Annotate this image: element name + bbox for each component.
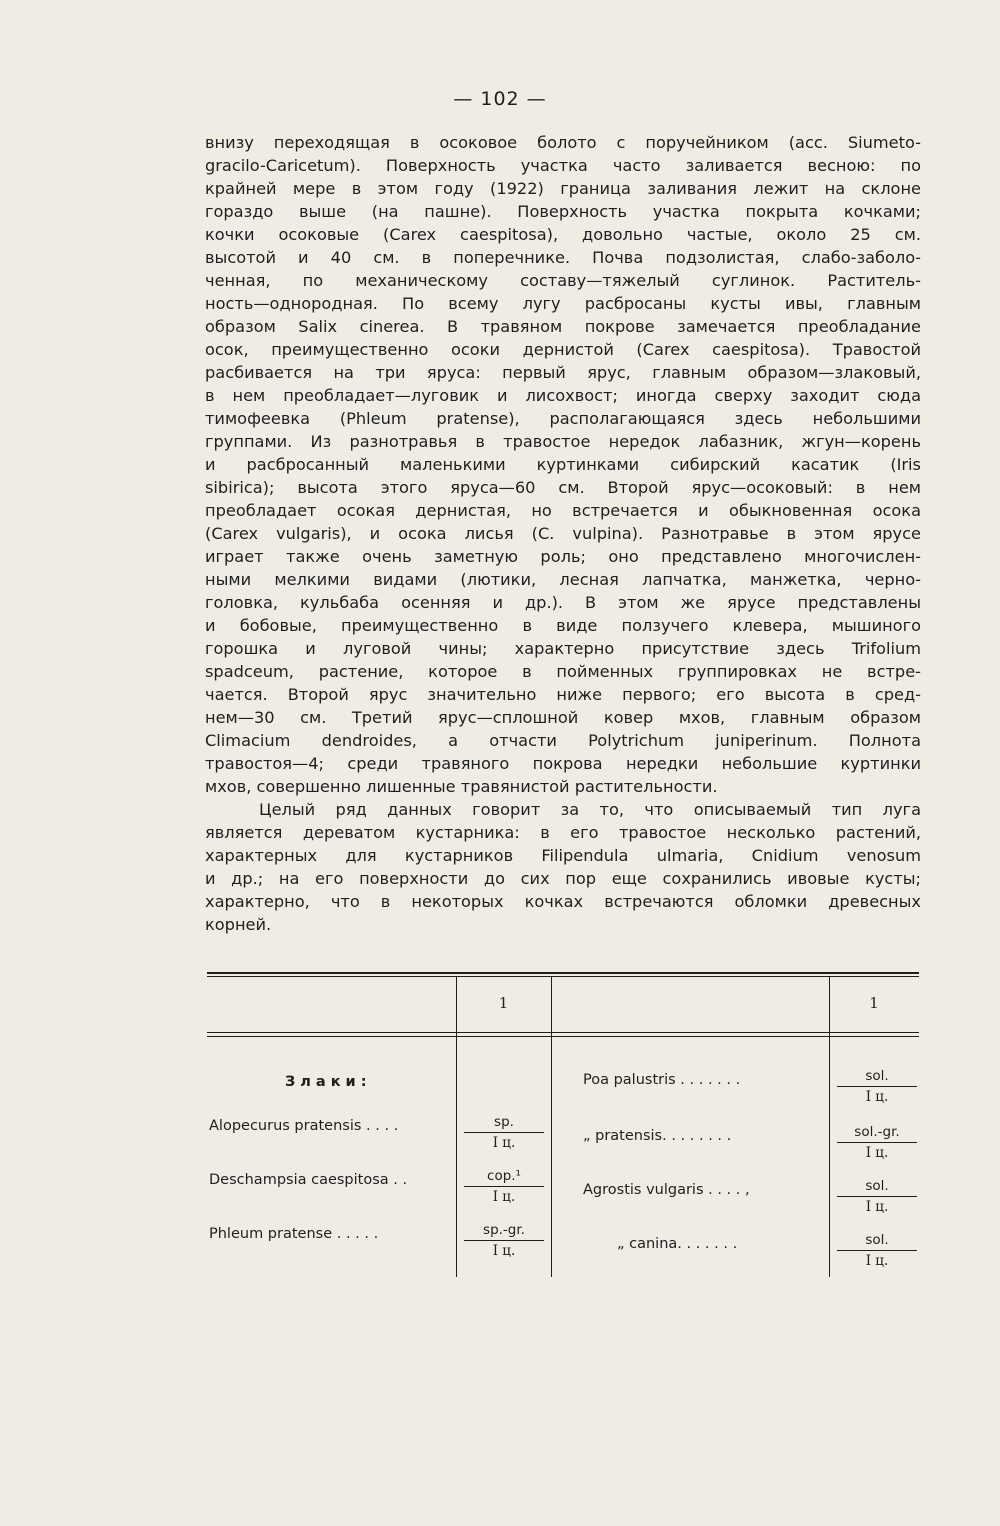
column-divider xyxy=(456,977,457,1277)
page-number: — 102 — xyxy=(453,88,547,110)
table-rule xyxy=(207,1032,919,1033)
area-value: I ц. xyxy=(492,1243,516,1259)
text-line: высотой и 40 см. в поперечнике. Почва подзолистая, слабо-заболо- xyxy=(205,248,921,267)
text-line: гораздо выше (на пашне). Поверхность участка покрыта кочками; xyxy=(205,202,921,221)
text-line: расбивается на три яруса: первый ярус, главным образом—злаковый, xyxy=(205,363,921,382)
area-value: I ц. xyxy=(492,1189,516,1205)
column-header: 1 xyxy=(498,994,509,1012)
text-line: (Carex vulgaris), и осока лисья (C. vulpina). Разнотравье в этом ярусе xyxy=(205,524,921,543)
text-line: преобладает осокая дернистая, но встречается и обыкновенная осока xyxy=(205,501,921,520)
abundance-cell xyxy=(464,1168,544,1205)
text-line: головка, кульбаба осенняя и др.). В этом же ярусе представлены xyxy=(205,593,921,612)
text-line: горошка и луговой чины; характерно присутствие здесь Trifolium xyxy=(205,639,921,658)
table-rule xyxy=(207,972,919,974)
species-name: Phleum pratense . . . . . xyxy=(209,1226,379,1242)
text-line: внизу переходящая в осоковое болото с поручейником (асс. Siumeto- xyxy=(205,133,921,152)
text-line: характерных для кустарников Filipendula ulmaria, Cnidium venosum xyxy=(205,846,921,865)
text-line: крайней мере в этом году (1922) граница заливания лежит на склоне xyxy=(205,179,921,198)
section-heading: Злаки: xyxy=(285,1074,372,1090)
column-header: 1 xyxy=(869,994,879,1012)
text-line: Climacium dendroides, а отчасти Polytrichum juniperinum. Полнота xyxy=(205,731,921,750)
text-line: осок, преимущественно осоки дернистой (Carex caespitosa). Травостой xyxy=(205,340,921,359)
species-table xyxy=(207,972,919,1282)
text-line: и др.; на его поверхности до сих пор еще сохранились ивовые кусты; xyxy=(205,869,921,888)
text-line: sibirica); высота этого яруса—60 см. Второй ярус—осоковый: в нем xyxy=(205,478,921,497)
abundance-cell xyxy=(837,1068,917,1105)
abundance-cell xyxy=(837,1232,917,1269)
abundance-cell xyxy=(837,1178,917,1215)
text-line: и расбросанный маленькими куртинками сибирский касатик (Iris xyxy=(205,455,921,474)
text-line: ность—однородная. По всему лугу расбросаны кусты ивы, главным xyxy=(205,294,921,313)
area-value: I ц. xyxy=(492,1135,516,1151)
abundance-cell xyxy=(464,1114,544,1151)
text-line: тимофеевка (Phleum pratense), располагающаяся здесь небольшими xyxy=(205,409,921,428)
area-value: I ц. xyxy=(865,1089,889,1105)
abundance-value: sp.-gr. xyxy=(464,1222,544,1241)
text-line: spadceum, растение, которое в пойменных группировках не встре- xyxy=(205,662,921,681)
text-line: ченная, по механическому составу—тяжелый суглинок. Раститель- xyxy=(205,271,921,290)
species-name: „ canina. . . . . . . xyxy=(617,1236,738,1252)
text-line: ными мелкими видами (лютики, лесная лапчатка, манжетка, черно- xyxy=(205,570,921,589)
area-value: I ц. xyxy=(865,1253,889,1269)
area-value: I ц. xyxy=(865,1199,889,1215)
abundance-value: sol. xyxy=(837,1068,917,1087)
column-divider xyxy=(829,977,830,1277)
abundance-value: sol. xyxy=(837,1178,917,1197)
species-name: Deschampsia caespitosa . . xyxy=(209,1172,408,1188)
species-name: Alopecurus pratensis . . . . xyxy=(209,1118,399,1134)
abundance-value: sol. xyxy=(837,1232,917,1251)
text-line: образом Salix cinerea. В травяном покрове замечается преобладание xyxy=(205,317,921,336)
abundance-cell xyxy=(464,1222,544,1259)
text-line: группами. Из разнотравья в травостое нередок лабазник, жгун—корень xyxy=(205,432,921,451)
area-value: I ц. xyxy=(865,1145,889,1161)
text-line: нем—30 см. Третий ярус—сплошной ковер мхов, главным образом xyxy=(205,708,921,727)
text-line: кочки осоковые (Carex caespitosa), довольно частые, около 25 см. xyxy=(205,225,921,244)
body-text xyxy=(205,131,921,936)
text-line: мхов, совершенно лишенные травянистой растительности. xyxy=(205,777,718,796)
text-line: характерно, что в некоторых кочках встречаются обломки древесных xyxy=(205,892,921,911)
text-line: в нем преобладает—луговик и лисохвост; иногда сверху заходит сюда xyxy=(205,386,921,405)
abundance-value: cop.¹ xyxy=(464,1168,544,1187)
text-line: чается. Второй ярус значительно ниже первого; его высота в сред- xyxy=(205,685,921,704)
text-line: травостоя—4; среди травяного покрова нередки небольшие куртинки xyxy=(205,754,921,773)
text-line: корней. xyxy=(205,915,272,934)
table-rule xyxy=(207,976,919,977)
text-line: gracilo-Caricetum). Поверхность участка часто заливается весною: по xyxy=(205,156,921,175)
text-line: играет также очень заметную роль; оно представлено многочислен- xyxy=(205,547,921,566)
table-rule xyxy=(207,1036,919,1037)
abundance-value: sol.-gr. xyxy=(837,1124,917,1143)
species-name: Agrostis vulgaris . . . . , xyxy=(583,1182,750,1198)
species-name: Poa palustris . . . . . . . xyxy=(583,1072,741,1088)
abundance-cell xyxy=(837,1124,917,1161)
species-name: „ pratensis. . . . . . . . xyxy=(583,1128,732,1144)
text-line: и бобовые, преимущественно в виде ползучего клевера, мышиного xyxy=(205,616,921,635)
column-divider xyxy=(551,977,552,1277)
text-line: Целый ряд данных говорит за то, что описываемый тип луга xyxy=(259,800,921,819)
abundance-value: sp. xyxy=(464,1114,544,1133)
text-line: является дереватом кустарника: в его травостое несколько растений, xyxy=(205,823,921,842)
